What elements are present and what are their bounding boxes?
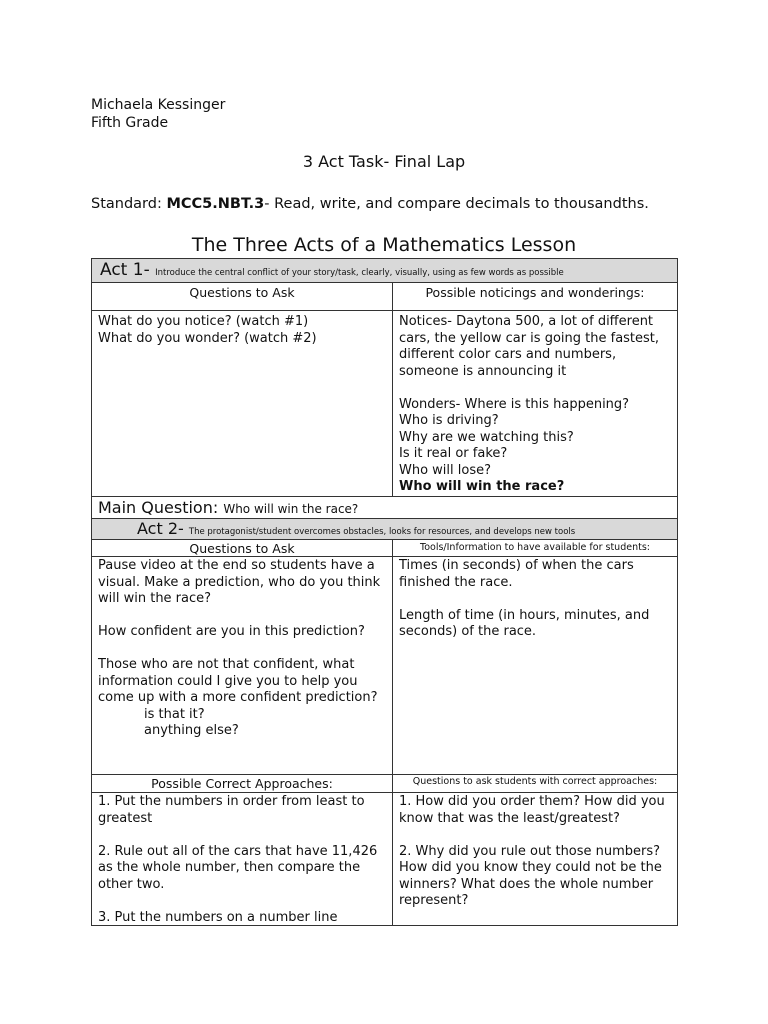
document-title: 3 Act Task- Final Lap xyxy=(302,152,466,171)
act1-column-header-row xyxy=(91,282,678,310)
approaches-right-cell xyxy=(393,793,677,925)
act2-question-3a: is that it? xyxy=(144,706,205,722)
act2-description: The protagonist/student overcomes obstacles, looks for resources, and develops new tools xyxy=(188,527,576,537)
act2-question-3: Those who are not that confident, what information could I give you to help you come up with a more confident prediction? xyxy=(98,657,378,705)
approaches-col-right: Questions to ask students with correct approaches: xyxy=(412,776,658,787)
act2-col-questions: Questions to Ask xyxy=(92,540,393,556)
act2-tool-2: Length of time (in hours, minutes, and seconds) of the race. xyxy=(399,607,650,639)
act2-question-1: Pause video at the end so students have a visual. Make a prediction, who do you think will win the race? xyxy=(98,558,381,606)
approaches-header-row xyxy=(91,774,678,792)
approaches-col-left: Possible Correct Approaches: xyxy=(92,775,393,792)
approach-1: 1. Put the numbers in order from least to greatest xyxy=(98,794,365,826)
act1-question-1: What do you notice? (watch #1) xyxy=(98,314,309,329)
act2-question-3b: anything else? xyxy=(144,723,239,738)
act1-notices: Notices- Daytona 500, a lot of different cars, the yellow car is going the fastest, different color cars and numbers, someone is announcing it xyxy=(399,314,660,379)
act2-content-row xyxy=(91,556,678,774)
act1-header-row xyxy=(91,258,678,282)
main-question-text: Who will win the race? xyxy=(223,502,359,516)
main-question-label: Main Question: xyxy=(98,498,219,517)
act1-col-questions: Questions to Ask xyxy=(92,283,393,310)
act1-content-row xyxy=(91,310,678,496)
act1-wonder-4: Is it real or fake? xyxy=(399,446,508,461)
act2-col-tools: Tools/Information to have available for students: xyxy=(420,542,650,553)
act2-questions-cell xyxy=(92,557,393,774)
act1-questions-cell xyxy=(92,311,393,496)
standard-text: - Read, write, and compare decimals to thousandths. xyxy=(264,196,649,212)
act1-col-noticings: Possible noticings and wonderings: xyxy=(425,285,645,300)
act2-question-2: How confident are you in this prediction? xyxy=(98,624,365,639)
act1-description: Introduce the central conflict of your story/task, clearly, visually, using as few words as possible xyxy=(155,268,564,278)
standard-code: MCC5.NBT.3 xyxy=(166,196,265,212)
act1-question-2: What do you wonder? (watch #2) xyxy=(98,330,317,346)
approach-question-1: 1. How did you order them? How did you know that was the least/greatest? xyxy=(399,794,665,826)
act2-tool-1: Times (in seconds) of when the cars finished the race. xyxy=(399,558,634,590)
act1-noticings-cell xyxy=(393,311,677,496)
act2-label: Act 2- xyxy=(137,519,184,538)
act1-wonder-bold: Who will win the race? xyxy=(399,479,565,494)
grade-level: Fifth Grade xyxy=(91,115,169,131)
standard-label: Standard: xyxy=(91,196,162,212)
standard-line xyxy=(91,196,649,212)
approaches-content-row xyxy=(91,792,678,926)
main-question-row xyxy=(91,496,678,518)
act2-header-row xyxy=(91,518,678,539)
act1-wonder-3: Why are we watching this? xyxy=(399,429,574,445)
act1-wonder-2: Who is driving? xyxy=(399,413,499,428)
approaches-left-cell xyxy=(92,793,393,925)
author-name: Michaela Kessinger xyxy=(91,97,226,113)
act2-column-header-row xyxy=(91,539,678,556)
approach-2: 2. Rule out all of the cars that have 11,426 as the whole number, then compare the other two. xyxy=(98,843,378,892)
act1-wonder-5: Who will lose? xyxy=(399,462,492,478)
approach-question-2: 2. Why did you rule out those numbers? How did you know they could not be the winners? What does the whole number represent? xyxy=(399,843,662,908)
act1-label: Act 1- xyxy=(100,260,150,280)
act2-tools-cell xyxy=(393,557,677,774)
table-title: The Three Acts of a Mathematics Lesson xyxy=(191,234,577,256)
approach-3: 3. Put the numbers on a number line xyxy=(98,909,338,925)
act1-wonder-1: Wonders- Where is this happening? xyxy=(399,396,630,412)
